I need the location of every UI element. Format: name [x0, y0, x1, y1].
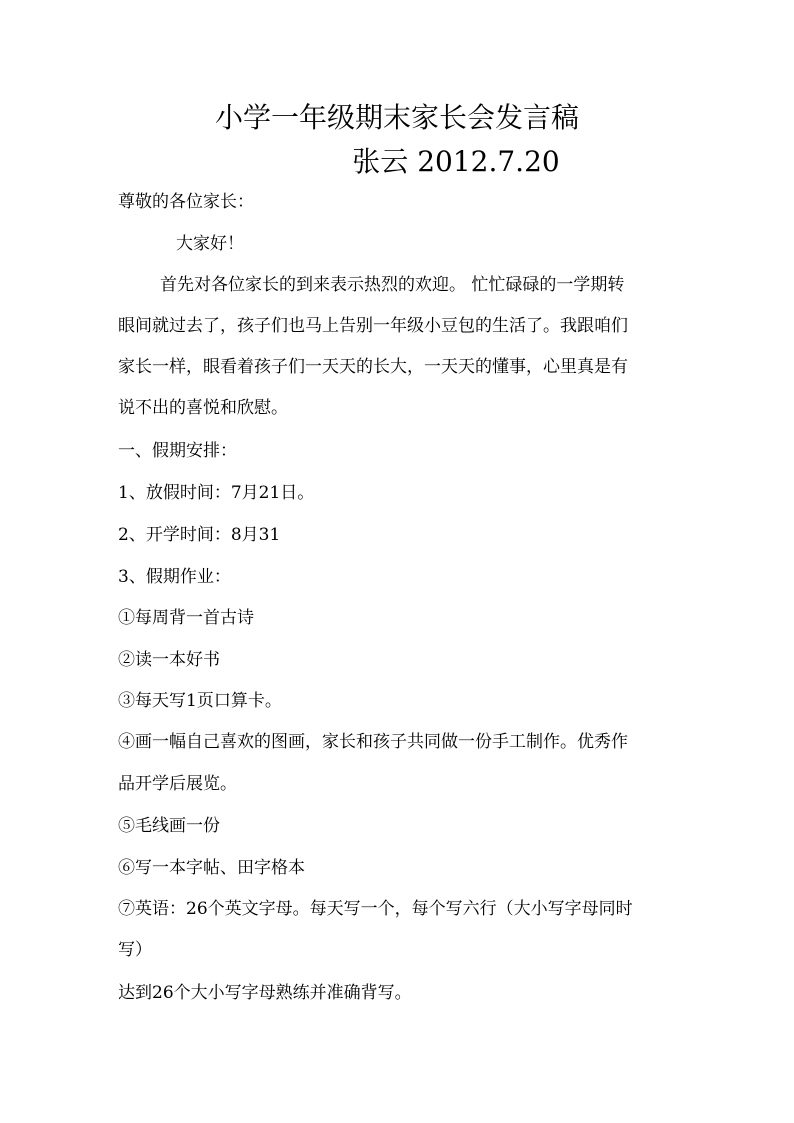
salutation: 尊敬的各位家长： — [118, 192, 254, 212]
homework-item: ⑦英语：26个英文字母。每天写一个，每个写六行（大小写字母同时 — [118, 899, 633, 919]
section-heading: 一、假期安排： — [118, 441, 237, 461]
homework-item: 达到26个大小写字母熟练并准确背写。 — [118, 983, 412, 1003]
homework-item: ⑤毛线画一份 — [118, 816, 220, 836]
homework-item: ⑥写一本字帖、田字格本 — [118, 858, 305, 878]
list-item: 1、放假时间：7月21日。 — [118, 483, 315, 503]
list-item: 3、假期作业： — [118, 567, 231, 587]
homework-item: ④画一幅自己喜欢的图画，家长和孩子共同做一份手工制作。优秀作 — [118, 732, 628, 752]
intro-line: 说不出的喜悦和欣慰。 — [118, 398, 288, 418]
greeting: 大家好！ — [176, 234, 244, 254]
homework-item: 品开学后展览。 — [118, 774, 237, 794]
intro-line: 家长一样，眼看着孩子们一天天的长大，一天天的懂事，心里真是有 — [118, 357, 628, 377]
homework-item: 写） — [118, 940, 152, 960]
homework-item: ②读一本好书 — [118, 650, 220, 670]
author-date: 张云 2012.7.20 — [352, 145, 560, 178]
homework-item: ①每周背一首古诗 — [118, 608, 254, 628]
intro-line: 眼间就过去了，孩子们也马上告别一年级小豆包的生活了。我跟咱们 — [118, 316, 628, 336]
list-item: 2、开学时间：8月31 — [118, 525, 281, 545]
homework-item: ③每天写1页口算卡。 — [118, 691, 282, 711]
page-title: 小学一年级期末家长会发言稿 — [214, 101, 579, 134]
intro-line: 首先对各位家长的到来表示热烈的欢迎。 忙忙碌碌的一学期转 — [160, 275, 625, 295]
